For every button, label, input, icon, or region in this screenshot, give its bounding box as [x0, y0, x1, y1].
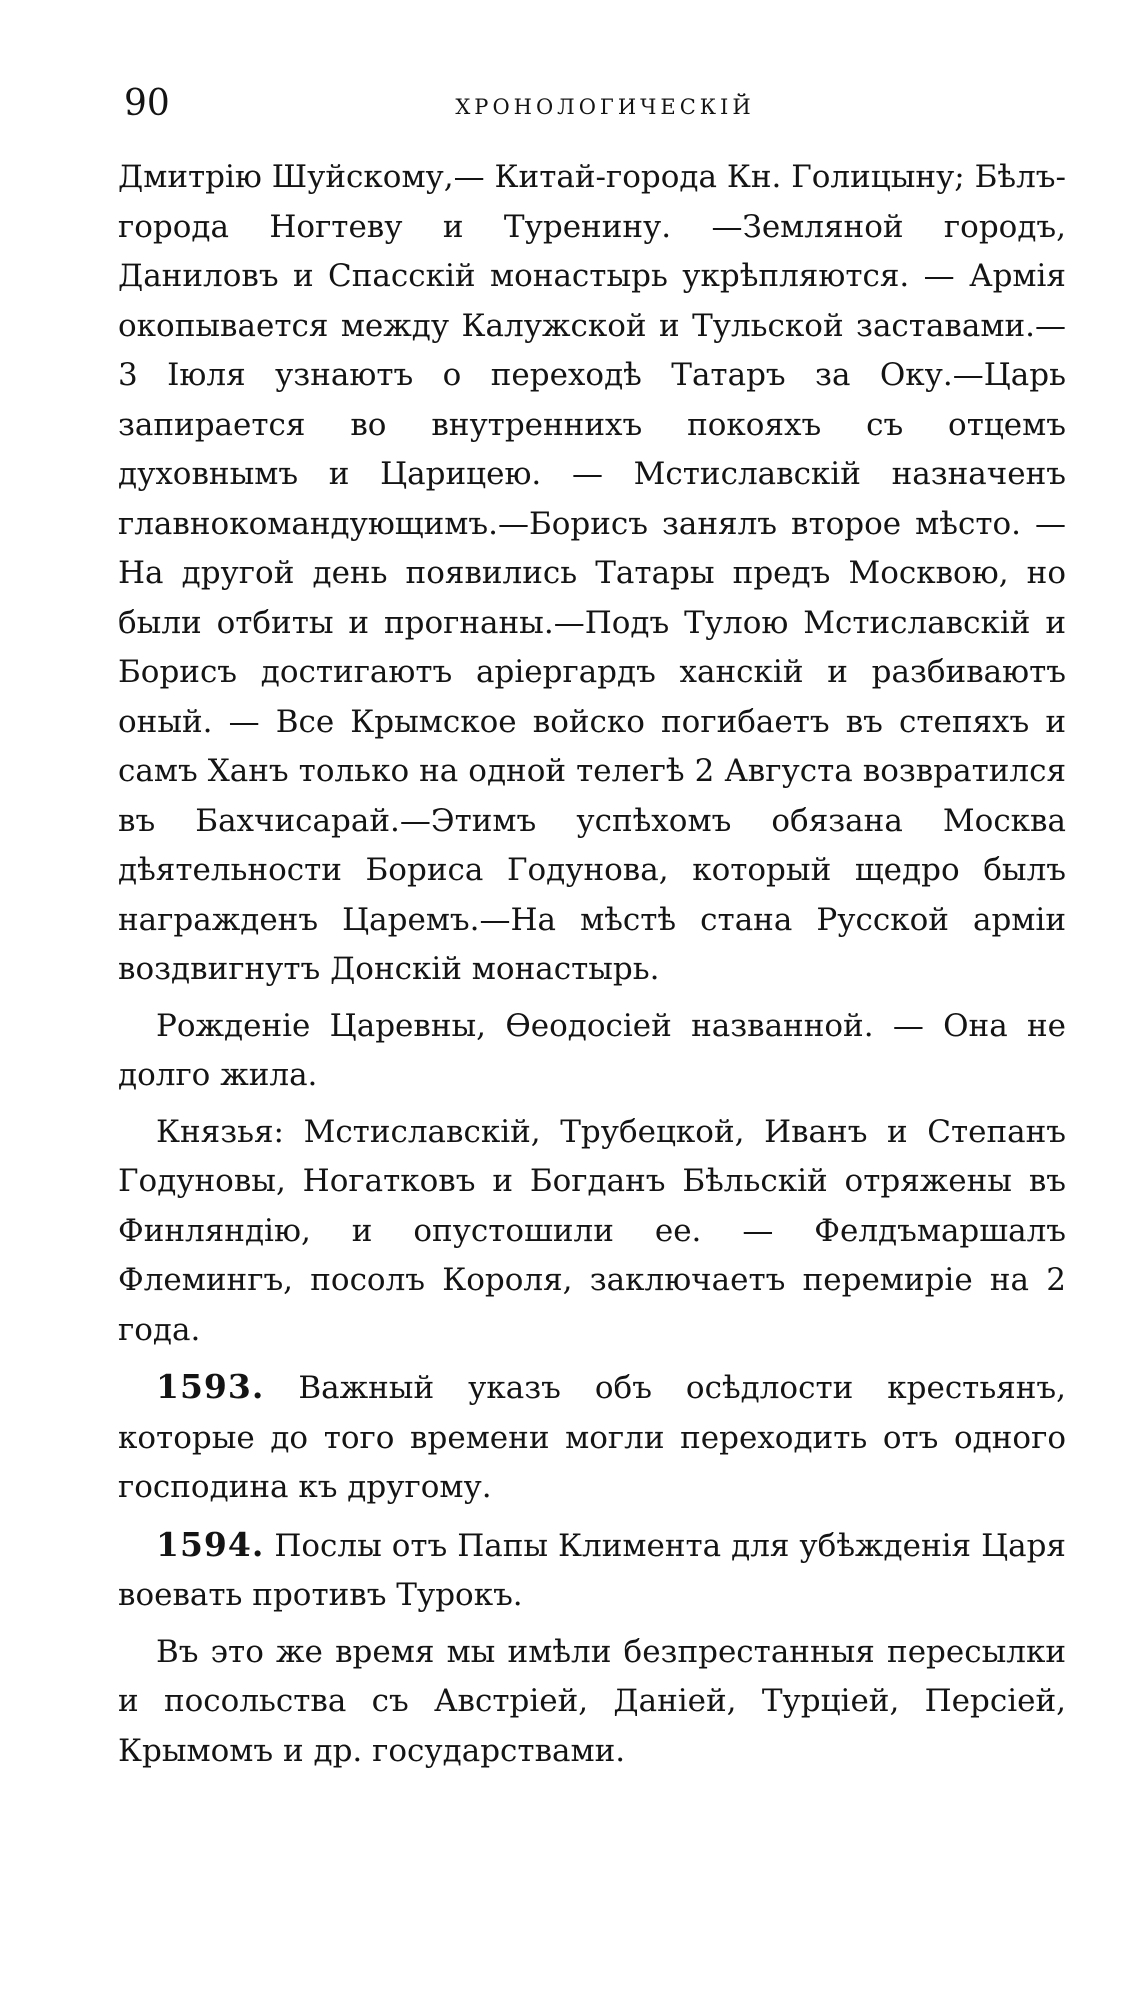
paragraph-finland-campaign	[118, 1108, 1066, 1356]
page-header	[120, 82, 1090, 132]
paragraph-embassies	[118, 1628, 1066, 1777]
page-number: 90	[124, 83, 170, 124]
paragraph-princess-birth	[118, 1002, 1066, 1101]
paragraph-year-1593	[118, 1362, 1066, 1513]
year-label: 1593.	[156, 1367, 265, 1406]
running-title: ХРОНОЛОГИЧЕСКІЙ	[455, 95, 755, 119]
year-label: 1594.	[156, 1524, 265, 1564]
paragraph-continuation	[118, 153, 1066, 995]
paragraph-text: Въ это же время мы имѣли безпрестанныя пересылки и посольства съ Австріей, Даніей, Турціей, Персіей, Крымомъ и др. государствами.	[118, 1633, 1066, 1769]
paragraph-text: Дмитрію Шуйскому,— Китай-города Кн. Голицыну; Бѣлъ-города Ногтеву и Туренину. —Земляной городъ, Даниловъ и Спасскій монастырь укрѣпляются. — Армія окопывается между Калужской и Тульской заставами.— 3 Іюля узнаютъ о переходѣ Татаръ за Оку.—Царь запирается во внутреннихъ покояхъ съ отцемъ духовнымъ и Царицею. — Мстиславскій назначенъ главнокомандующимъ.—Борисъ занялъ второе мѣсто. — На другой день появились Татары предъ Москвою, но были отбиты и прогнаны.—Подъ Тулою Мстиславскій и Борисъ достигаютъ аріергардъ ханскій и разбиваютъ оный. — Все Крымское войско погибаетъ въ степяхъ и самъ Ханъ только на одной телегѣ 2 Августа возвратился въ Бахчисарай.—Этимъ успѣхомъ обязана Москва дѣятельности Бориса Годунова, который щедро былъ награжденъ Царемъ.—На мѣстѣ стана Русской арміи воздвигнутъ Донскій монастырь.	[118, 159, 1066, 987]
body-text	[118, 153, 1066, 1783]
paragraph-year-1594	[118, 1520, 1066, 1621]
paragraph-text: Рожденіе Царевны, Ѳеодосіей названной. — Она не долго жила.	[118, 1007, 1066, 1093]
paragraph-text: Важный указъ объ осѣдлости крестьянъ, которые до того времени могли переходить отъ одного господина къ другому.	[118, 1370, 1067, 1505]
paragraph-text: Князья: Мстиславскій, Трубецкой, Иванъ и Степанъ Годуновы, Ногатковъ и Богданъ Бѣльскій отряжены въ Финляндію, и опустошили ее. — Фелдъмаршалъ Флемингъ, посолъ Короля, заключаетъ перемиріе на 2 года.	[118, 1113, 1066, 1348]
paragraph-text: Послы отъ Папы Климента для убѣжденія Царя воевать противъ Турокъ.	[118, 1527, 1066, 1613]
